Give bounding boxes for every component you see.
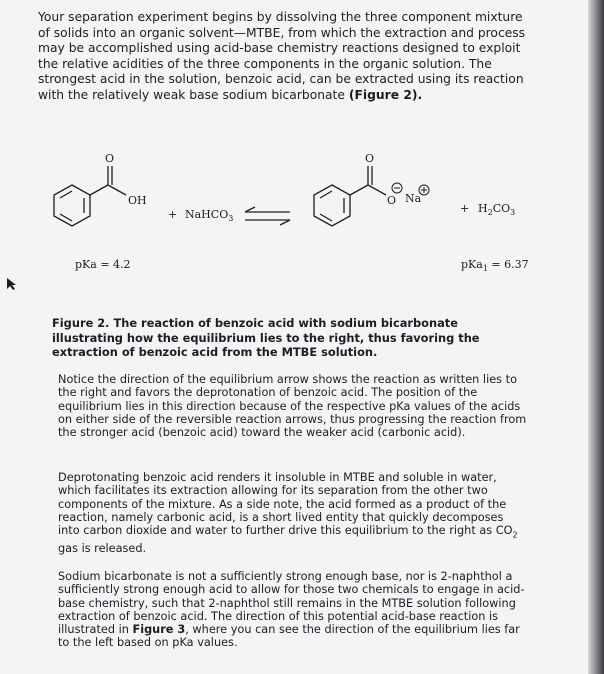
o-minus-label: O [387, 194, 397, 207]
benzoic-acid-structure [54, 166, 126, 226]
figure-3-reference: Figure 3 [132, 623, 186, 637]
pka-carbonic-acid: pKa$_1$ = 6.37 [461, 258, 529, 274]
intro-text: Your separation experiment begins by dissolving the three component mixture of solids into an organic solvent—MTBE, from which the extraction and process may be accomplished using acid-base chemistry reactions designed to exploit the relative acidities of the three components in the organic solution. The strongest acid in the solution, benzoic acid, can be extracted using its reaction with the relatively weak base sodium bicarbonate [38, 10, 526, 102]
plus-sign-2: + [460, 202, 470, 215]
plus-sign-1: + [168, 208, 178, 221]
paragraph-2-naphthol: Sodium bicarbonate is not a sufficiently strong enough base, nor is 2-naphthol a sufficiently strong enough acid to allow for those two chemicals to engage in acid-base chemistry, such that 2-naphthol still remains in the MTBE solution following extraction of benzoic acid. The direction of this potential acid-base reaction is illustrated in Figure 3, where you can see the direction of the equilibrium lies far to the left based on pKa values. [58, 570, 525, 650]
c-oh-bond [108, 185, 126, 195]
figure-2-reference: (Figure 2). [348, 87, 423, 102]
ring-double-bond [60, 191, 72, 198]
oh-label: OH [128, 194, 147, 207]
equilibrium-arrow [245, 207, 290, 225]
carbonyl-o-right: O [365, 152, 375, 165]
screen-edge [588, 0, 604, 674]
paragraph-deprotonation: Deprotonating benzoic acid renders it insoluble in MTBE and soluble in water, which facilitates its extraction allowing for its separation from the other two components of the mixture. As a side note, the acid formed as a product of the reaction, namely carbonic acid, is a short lived entity that quickly decomposes into carbon dioxide and water to further drive this equilibrium to the right as $CO_2$ gas is released. [58, 471, 518, 555]
reagent-label: NaHCO$_3$ [185, 208, 234, 223]
reaction-diagram [40, 148, 560, 258]
carbonyl-bond [90, 185, 108, 195]
sodium-label: Na [405, 192, 422, 205]
benzoate-structure [314, 166, 386, 226]
pka-benzoic-acid: pKa = 4.2 [75, 258, 131, 271]
reaction-scheme [40, 148, 560, 288]
carbonic-acid-label: $H_2CO_3$ [478, 202, 516, 217]
carbonyl-o-left: O [105, 152, 115, 165]
intro-paragraph [38, 10, 538, 104]
figure-2-caption: Figure 2. The reaction of benzoic acid with sodium bicarbonate illustrating how the equilibrium lies to the right, thus favoring the extraction of benzoic acid from the MTBE solution. [52, 316, 480, 360]
mouse-pointer-icon [6, 277, 18, 291]
paragraph-equilibrium-direction: Notice the direction of the equilibrium arrow shows the reaction as written lies to the right and favors the deprotonation of benzoic acid. The position of the equilibrium lies in this direction because of the respective pKa values of the acids on either side of the reversible reaction arrows, thus progressing the reaction from the stronger acid (benzoic acid) toward the weaker acid (carbonic acid). [58, 373, 527, 440]
